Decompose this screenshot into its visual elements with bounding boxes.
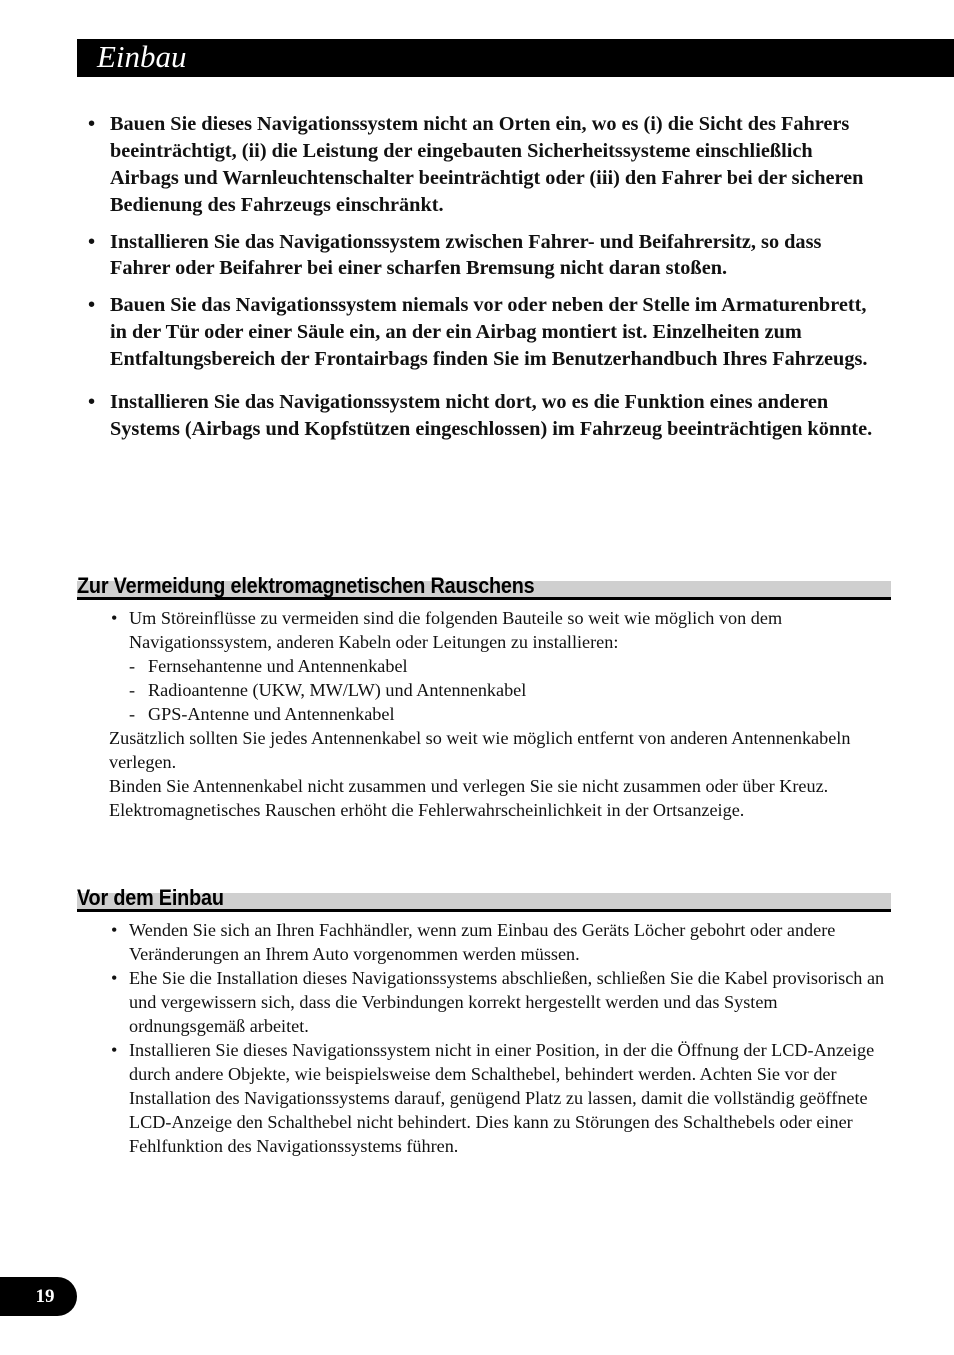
dash-icon: -: [129, 680, 136, 700]
warning-item: [88, 292, 878, 373]
dash-icon: -: [129, 656, 136, 676]
paragraph: Zusätzlich sollten Sie jedes Antennenkabel so weit wie möglich entfernt von anderen Antennenkabeln verlegen.: [109, 728, 851, 772]
dash-item: [77, 702, 891, 726]
bullet-icon: •: [88, 113, 96, 135]
paragraph: Elektromagnetisches Rauschen erhöht die Fehlerwahrscheinlichkeit in der Ortsanzeige.: [109, 800, 745, 820]
list-item: [77, 606, 891, 654]
section-heading: [77, 876, 891, 912]
paragraph: Binden Sie Antennenkabel nicht zusammen und verlegen Sie sie nicht zusammen oder über Kreuz.: [109, 776, 829, 796]
section-heading: [77, 564, 891, 600]
dash-item-text: Radioantenne (UKW, MW/LW) und Antennenkabel: [148, 680, 527, 700]
bullet-icon: •: [88, 391, 96, 413]
dash-icon: -: [129, 704, 136, 724]
before-install-section: [77, 876, 891, 1158]
list-item: [77, 1038, 891, 1158]
warning-list: [88, 111, 878, 443]
bullet-icon: •: [111, 1040, 118, 1060]
warning-text: Installieren Sie das Navigationssystem zwischen Fahrer- und Beifahrersitz, so dass Fahrer oder Beifahrer bei einer scharfen Bremsung nicht daran stoßen.: [110, 231, 822, 279]
dash-item: [77, 678, 891, 702]
list-item-text: Installieren Sie dieses Navigationssystem nicht in einer Position, in der die Öffnung der LCD-Anzeige durch andere Objekte, wie beispielsweise dem Schalthebel, behindert werden. Achten Sie vor der Installation des Navigationssystems darauf, genügend Platz zu lassen, damit die vollständig geöffnete LCD-Anzeige den Schalthebel nicht behindert. Dies kann zu Störungen des Schalthebels oder einer Fehlfunktion des Navigationssystems führen.: [129, 1040, 875, 1156]
page-title: Einbau: [97, 39, 187, 74]
warning-text: Installieren Sie das Navigationssystem nicht dort, wo es die Funktion eines anderen Systems (Airbags und Kopfstützen eingeschlossen) im Fahrzeug beeinträchtigen könnte.: [110, 391, 873, 440]
list-item: [77, 918, 891, 966]
section-body: [77, 918, 891, 1158]
page-number: 19: [35, 1286, 55, 1307]
dash-item: [77, 654, 891, 678]
dash-item-text: GPS-Antenne und Antennenkabel: [148, 704, 395, 724]
bullet-icon: •: [88, 231, 96, 253]
section-title: Zur Vermeidung elektromagnetischen Rauschens: [77, 573, 535, 598]
bullet-icon: •: [111, 608, 118, 628]
list-item-text: Um Störeinflüsse zu vermeiden sind die folgenden Bauteile so weit wie möglich von dem Navigationssystem, anderen Kabeln oder Leitungen zu installieren:: [129, 608, 783, 652]
list-item-text: Wenden Sie sich an Ihren Fachhändler, wenn zum Einbau des Geräts Löcher gebohrt oder andere Veränderungen an Ihrem Auto vorgenommen werden müssen.: [129, 920, 836, 964]
warning-item: [88, 111, 878, 219]
section-title: Vor dem Einbau: [77, 885, 224, 910]
bullet-icon: •: [111, 920, 118, 940]
warning-item: [88, 230, 878, 281]
warning-item: [88, 389, 878, 443]
bullet-icon: •: [111, 968, 118, 988]
warning-text: Bauen Sie dieses Navigationssystem nicht an Orten ein, wo es (i) die Sicht des Fahrers beeinträchtigt, (ii) die Leistung der eingebauten Sicherheitssysteme einschließlich Airbags und Warnleuchtenschalter beeinträchtigt oder (iii) den Fahrer bei der sicheren Bedienung des Fahrzeugs einschränkt.: [110, 113, 864, 216]
list-item: [77, 966, 891, 1038]
page-number-tab: [0, 1277, 77, 1316]
dash-item-text: Fernsehantenne und Antennenkabel: [148, 656, 408, 676]
warning-text: Bauen Sie das Navigationssystem niemals vor oder neben der Stelle im Armaturenbrett, in der Tür oder einer Säule ein, an der ein Airbag montiert ist. Einzelheiten zum Entfaltungsbereich der Frontairbags finden Sie im Benutzerhandbuch Ihres Fahrzeugs.: [110, 294, 868, 370]
noise-section: [77, 564, 891, 822]
bullet-icon: •: [88, 294, 96, 316]
section-body: [77, 606, 891, 822]
header-bar: [77, 39, 954, 77]
list-item-text: Ehe Sie die Installation dieses Navigationssystems abschließen, schließen Sie die Kabel provisorisch an und vergewissern sich, dass die Verbindungen korrekt hergestellt werden und das System ordnungsgemäß arbeitet.: [129, 968, 885, 1036]
